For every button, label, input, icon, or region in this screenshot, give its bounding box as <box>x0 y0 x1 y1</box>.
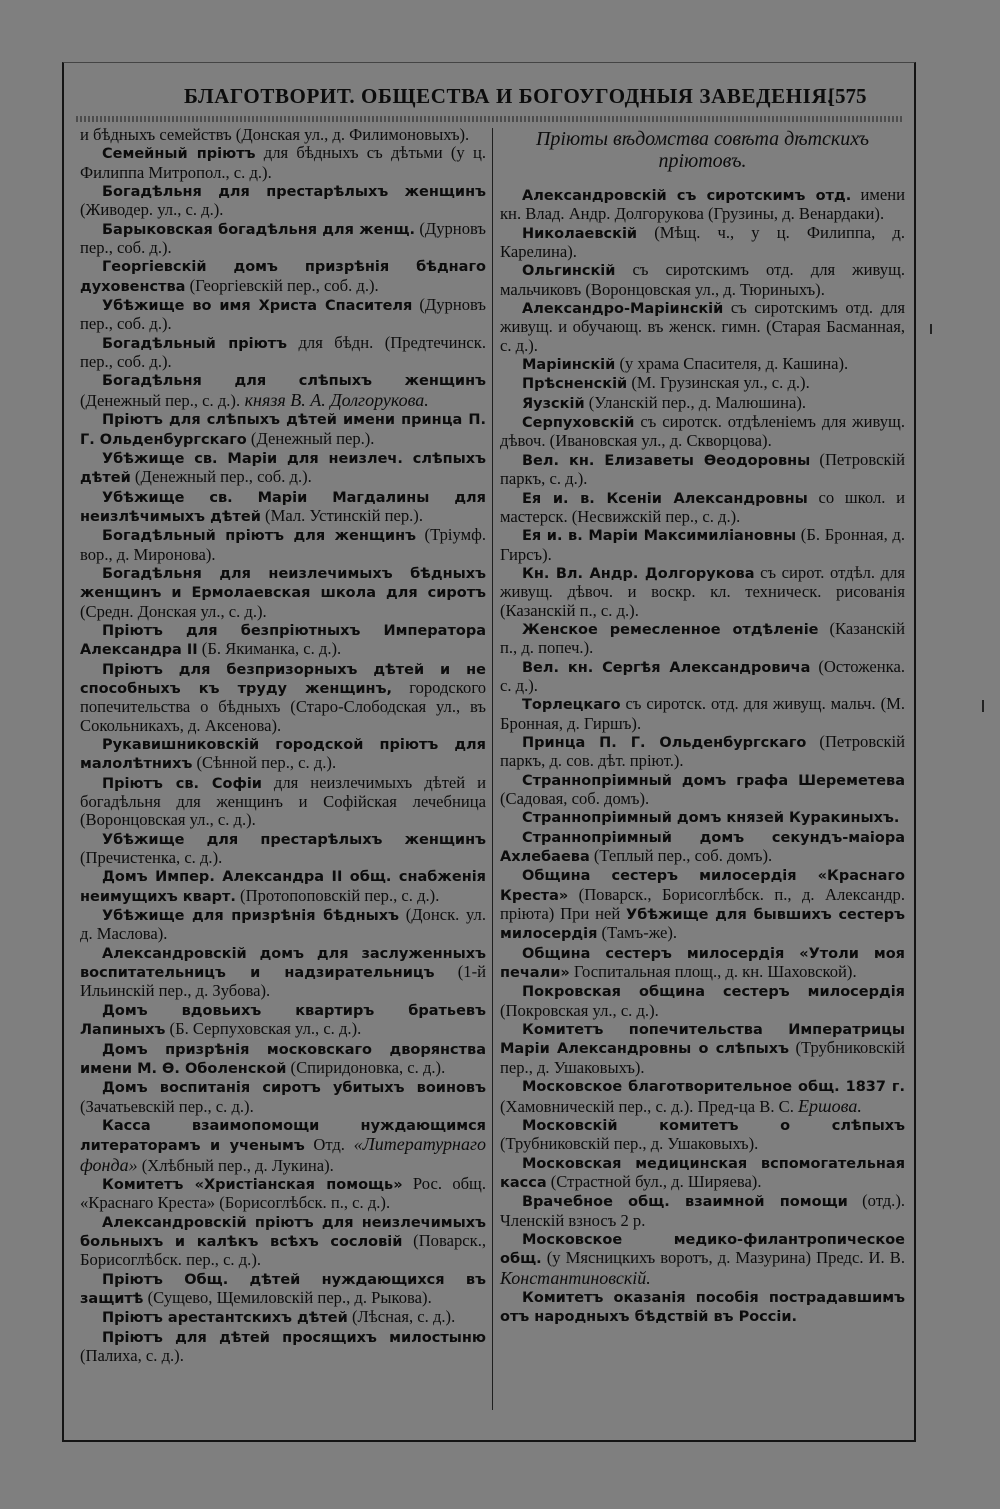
directory-entry <box>500 866 905 943</box>
entry-details: городского попечительства о бѣдныхъ (Старо-Слободская ул., въ Сокольникахъ, д. Аксенова). <box>80 677 487 735</box>
entry-details: (Тріумф. вор., д. Миронова). <box>80 525 486 564</box>
entry-details: (Тамъ-же). <box>597 923 678 943</box>
entry-details: (Денежный пер.). <box>246 428 375 448</box>
entry-details: (Хлѣбный пер., д. Лукина). <box>137 1155 334 1175</box>
entry-name: Пріютъ для дѣтей просящихъ милостыню <box>102 1329 486 1346</box>
entry-details: (Уланскій пер., д. Малюшина). <box>584 392 806 412</box>
entry-name: Московское благотворительное общ. 1837 г. <box>522 1079 905 1096</box>
directory-entry <box>500 564 905 620</box>
entry-name: Домъ Импер. Александра II общ. снабженія неимущихъ кварт. <box>80 869 486 905</box>
entry-name: Убѣжище во имя Христа Спасителя <box>102 298 413 315</box>
entry-details: (Петровскій паркъ, с. д.). <box>500 449 905 489</box>
margin-mark <box>930 324 932 334</box>
right-column-wrapper <box>500 126 905 1327</box>
entry-details: (Петровскій паркъ, д. сов. дѣт. пріют.). <box>500 731 905 771</box>
entry-details: (Средн. Донская ул., с. д.). <box>80 601 267 621</box>
entry-name: Домъ воспитанія сиротъ убитыхъ воиновъ <box>102 1080 486 1097</box>
directory-entry <box>80 1001 486 1040</box>
entry-details: (Донск. ул. д. Маслова). <box>80 905 486 944</box>
directory-entry <box>80 488 486 527</box>
directory-entry <box>80 1078 486 1116</box>
left-column <box>80 126 486 1365</box>
directory-entry <box>500 944 905 983</box>
entry-name: Богадѣльня для слѣпыхъ женщинъ <box>102 373 486 390</box>
entry-name: Московскій комитетъ о слѣпыхъ <box>522 1117 905 1134</box>
section-title: Пріюты вѣдомства совѣта дѣтскихъ пріютовъ. <box>535 128 870 172</box>
entry-details: (Садовая, соб. домъ). <box>500 789 650 808</box>
entry-details: Рос. общ. «Краснаго Креста» (Борисоглѣбск. п., с. д.). <box>80 1173 486 1213</box>
entry-name: Александровскій домъ для заслуженныхъ воспитательницъ и надзирательницъ <box>80 945 486 982</box>
entry-name: Александровскій съ сиротскимъ отд. <box>522 188 852 204</box>
directory-entry <box>80 1175 486 1213</box>
entry-name: Страннопріимный домъ графа Шереметева <box>522 772 905 789</box>
directory-entry <box>80 410 486 449</box>
entry-details: съ сирот. отдѣл. для живущ. дѣвоч. и воскр. кл. техническ. рисованія (Казанскій п., с. д.). <box>500 562 905 620</box>
entry-name: Страннопріимный домъ князей Куракиныхъ. <box>522 810 900 827</box>
entry-details: (Поварск., Борисоглѣбск. п., д. Александр. пріюта) При ней <box>500 884 905 924</box>
entry-italic: князя В. А. Долгорукова. <box>240 389 429 410</box>
directory-entry <box>500 620 905 658</box>
entry-details: (Палиха, с. д.). <box>80 1346 184 1365</box>
entry-details: (Сѣнной пер., с. д.). <box>192 753 337 773</box>
entry-name: Торлецкаго <box>522 697 621 714</box>
entry-name: Московская медицинская вспомогательная касса <box>500 1155 905 1191</box>
entry-name: Богадѣльный пріютъ для женщинъ <box>102 528 416 545</box>
entry-name: Маріинскій <box>522 357 616 374</box>
directory-entry <box>80 526 486 564</box>
directory-entry <box>80 1308 486 1327</box>
entry-name: Рукавишниковскій городской пріютъ для малолѣтнихъ <box>80 737 486 773</box>
directory-entry <box>500 413 905 451</box>
entry-details: для неизлечимыхъ дѣтей и богадѣльня для женщинъ и Софійская лечебница (Воронцовская ул., с. д.). <box>80 772 486 830</box>
entry-details: (Б. Бронная, д. Гирсъ). <box>500 525 906 564</box>
entry-details: (Денежный пер., соб. д.). <box>130 467 312 487</box>
right-column <box>500 186 905 1327</box>
entry-details: (Покровская ул., с. д.). <box>500 1000 659 1020</box>
entry-details: (Казанскій п., д. попеч.). <box>500 618 905 658</box>
entry-name: Александровскій пріютъ для неизлечимыхъ больныхъ и калѣкъ всѣхъ сословій <box>80 1214 486 1250</box>
entry-details: (Живодер. ул., с. д.). <box>80 200 224 220</box>
directory-entry <box>500 374 905 393</box>
entry-details: (Сущево, Щемиловскій пер., д. Рыкова). <box>143 1287 432 1307</box>
entry-name: Богадѣльный пріютъ <box>102 335 287 352</box>
column-divider <box>492 128 493 1410</box>
entry-details: (1-й Ильинскій пер., д. Зубова). <box>80 962 486 1001</box>
entry-details: съ сиротскимъ отд. для живущ. и обучающ. въ женск. гимн. (Старая Басманная, с. д.). <box>500 298 905 355</box>
entry-details: (Пречистенка, с. д.). <box>80 848 223 868</box>
entry-details: и бѣдныхъ семействъ (Донская ул., д. Филимоновыхъ). <box>80 125 470 144</box>
directory-entry <box>80 144 486 182</box>
directory-entry <box>500 828 905 867</box>
directory-entry <box>500 261 905 299</box>
directory-entry <box>80 1270 486 1309</box>
entry-name: Комитетъ оказанія пособія пострадавшимъ отъ народныхъ бѣдствій въ Россіи. <box>500 1289 905 1326</box>
directory-entry <box>500 695 905 733</box>
directory-entry <box>80 296 486 334</box>
directory-entry <box>80 182 486 220</box>
directory-entry <box>500 355 905 374</box>
entry-details: (М. Грузинская ул., с. д.). <box>627 373 810 393</box>
entry-name: Ольгинскій <box>522 263 616 280</box>
directory-entry <box>500 526 905 564</box>
directory-entry <box>500 1116 905 1154</box>
entry-name: Пріютъ для безпріютныхъ Императора Александра II <box>80 622 486 659</box>
entry-details: (Лѣсная, с. д.). <box>347 1307 456 1327</box>
entry-name: Убѣжище св. Маріи Магдалины для неизлѣчимыхъ дѣтей <box>80 489 486 525</box>
directory-entry <box>500 1020 905 1077</box>
entry-name: Московское медико-филантропическое общ. <box>500 1231 905 1268</box>
entry-name: Принца П. Г. Ольденбургскаго <box>522 734 807 751</box>
entry-name: Домъ вдовьихъ квартиръ братьевъ Лапиныхъ <box>80 1002 486 1039</box>
entry-name: Женское ремесленное отдѣленіе <box>522 621 819 638</box>
directory-entry <box>500 808 905 827</box>
entry-details: (Хамовническій пер., с. д.). Пред-ца В. С. <box>500 1096 799 1116</box>
entry-name: Богадѣльня для престарѣлыхъ женщинъ <box>102 184 486 201</box>
entry-name: Александро-Маріинскій <box>522 301 724 318</box>
entry-details: для бѣдныхъ съ дѣтьми (у ц. Филиппа Митропол., с. д.). <box>80 143 486 182</box>
entry-details: (Протопоповскій пер., с. д.). <box>235 885 440 905</box>
entry-details: (Спиридоновка, с. д.). <box>286 1057 446 1077</box>
entry-name: Вел. кн. Сергѣя Александровича <box>522 659 811 676</box>
entry-name: Пріютъ для безпризорныхъ дѣтей и не способныхъ къ труду женщинъ, <box>80 661 486 697</box>
entry-details: (Поварск., Борисоглѣбск. пер., с. д.). <box>80 1230 486 1270</box>
running-header: БЛАГОТВОРИТ. ОБЩЕСТВА И БОГОУГОДНЫЯ ЗАВЕДЕНІЯ. <box>184 84 834 108</box>
entry-details: (Страстной бул., д. Ширяева). <box>546 1171 762 1191</box>
entry-name: Община сестеръ милосердія «Краснаго Креста» <box>500 868 905 904</box>
directory-entry <box>80 735 486 774</box>
directory-entry <box>500 733 905 771</box>
entry-name: Серпуховскій <box>522 415 635 432</box>
entry-details: съ сиротск. отдѣленіемъ для живущ. дѣвоч. (Ивановская ул., д. Скворцова). <box>500 412 905 451</box>
directory-entry <box>80 867 486 906</box>
entry-details: (Мал. Устинскій пер.). <box>260 505 423 525</box>
entry-name: Убѣжище св. Маріи для неизлеч. слѣпыхъ дѣтей <box>80 450 486 487</box>
directory-entry <box>500 186 905 224</box>
entry-details: (Мѣщ. ч., у ц. Филиппа, д. Карелина). <box>500 222 905 262</box>
directory-entry <box>80 1040 486 1079</box>
directory-entry <box>500 982 905 1020</box>
entry-details: съ сиротскимъ отд. для живущ. мальчиковъ (Воронцовская ул., д. Тюриныхъ). <box>500 260 905 299</box>
directory-entry <box>80 220 486 258</box>
page-number: [575 <box>828 84 867 108</box>
entry-details: Госпитальная площ., д. кн. Шаховской). <box>569 962 857 982</box>
entry-name: Убѣжище для престарѣлыхъ женщинъ <box>102 831 486 848</box>
entry-details: (у Мясницкихъ воротъ, д. Мазурина) Предс. И. В. <box>541 1248 905 1268</box>
entry-name: Убѣжище для бывшихъ сестеръ милосердія <box>500 907 905 943</box>
directory-entry <box>500 1230 905 1288</box>
directory-entry <box>500 1077 905 1116</box>
directory-entry <box>80 257 486 296</box>
entry-name: Убѣжище для призрѣнія бѣдныхъ <box>102 908 400 925</box>
entry-details: (Георгіевскій пер., соб. д.). <box>185 275 379 295</box>
entry-name: Барыковская богадѣльня для женщ. <box>102 221 416 238</box>
directory-entry <box>80 126 486 144</box>
entry-details: со школ. и мастерск. (Несвижскій пер., с. д.). <box>500 487 906 526</box>
directory-entry <box>80 621 486 660</box>
entry-italic: Константиновскій. <box>500 1267 651 1288</box>
directory-entry <box>80 1116 486 1175</box>
entry-details: для бѣдн. (Предтечинск. пер., соб. д.). <box>80 332 486 372</box>
entry-details: съ сиротск. отд. для живущ. мальч. (М. Бронная, д. Гиршъ). <box>500 694 905 733</box>
directory-entry <box>500 771 905 809</box>
entry-italic: «Литературнаго фонда» <box>80 1134 486 1175</box>
directory-entry <box>80 906 486 944</box>
directory-entry <box>80 1328 486 1366</box>
directory-entry <box>500 1288 905 1327</box>
entry-name: Община сестеръ милосердія «Утоли моя печали» <box>500 945 905 982</box>
header-rule <box>76 116 902 122</box>
entry-name: Покровская община сестеръ милосердія <box>522 984 905 1001</box>
entry-details: (Теплый пер., соб. домъ). <box>589 846 773 866</box>
directory-entry <box>500 394 905 413</box>
entry-details: Отд. <box>304 1135 354 1155</box>
entry-name: Георгіевскій домъ призрѣнія бѣднаго духовенства <box>80 259 486 295</box>
directory-entry <box>500 451 905 489</box>
directory-entry <box>80 660 486 735</box>
entry-name: Страннопріимный домъ секундъ-маіора Ахлебаева <box>500 829 905 866</box>
entry-details: имени кн. Влад. Андр. Долгорукова (Грузины, д. Венардаки). <box>500 185 905 224</box>
entry-italic: Ершова. <box>798 1095 862 1116</box>
margin-mark <box>982 700 984 712</box>
entry-details: (Б. Серпуховская ул., с. д.). <box>165 1019 362 1039</box>
entry-name: Ея и. в. Маріи Максимиліановны <box>522 528 797 545</box>
entry-details: (Дурновъ пер., соб. д.). <box>80 295 486 334</box>
directory-entry <box>80 830 486 868</box>
entry-name: Домъ призрѣнія московскаго дворянства имени М. Ѳ. Оболенской <box>80 1041 486 1077</box>
directory-entry <box>500 299 905 355</box>
entry-name: Богадѣльня для неизлечимыхъ бѣдныхъ женщинъ и Ермолаевская школа для сиротъ <box>80 565 486 602</box>
entry-details: (Б. Якиманка, с. д.). <box>197 639 342 659</box>
entry-name: Комитетъ попечительства Императрицы Маріи Александровны о слѣпыхъ <box>500 1022 905 1058</box>
directory-entry <box>500 658 905 696</box>
directory-entry <box>80 774 486 830</box>
directory-entry <box>80 1213 486 1270</box>
directory-entry <box>500 489 905 527</box>
entry-name: Пріютъ для слѣпыхъ дѣтей имени принца П. Г. Ольденбургскаго <box>80 412 486 448</box>
directory-entry <box>80 944 486 1001</box>
entry-name: Пріютъ св. Софіи <box>102 775 262 792</box>
directory-entry <box>80 564 486 621</box>
entry-details: (Трубниковскій пер., д. Ушаковыхъ). <box>500 1038 905 1077</box>
entry-name: Прѣсненскій <box>522 376 628 393</box>
entry-name: Яузскій <box>522 395 585 412</box>
entry-name: Вел. кн. Елизаветы Ѳеодоровны <box>522 452 811 469</box>
directory-entry <box>500 1154 905 1193</box>
entry-name: Семейный пріютъ <box>102 146 256 163</box>
entry-name: Касса взаимопомощи нуждающимся литераторамъ и ученымъ <box>80 1117 486 1155</box>
entry-details: (у храма Спасителя, д. Кашина). <box>615 354 849 374</box>
entry-name: Комитетъ «Христіанская помощь» <box>102 1176 403 1193</box>
entry-details: (Остоженка. с. д.). <box>500 656 905 695</box>
entry-details: (Трубниковскій пер., д. Ушаковыхъ). <box>500 1134 759 1154</box>
entry-name: Кн. Вл. Андр. Долгорукова <box>522 565 755 582</box>
entry-details: (Зачатьевскій пер., с. д.). <box>80 1096 254 1116</box>
entry-name: Николаевскій <box>522 225 638 242</box>
directory-entry <box>500 1192 905 1230</box>
directory-entry <box>500 224 905 262</box>
entry-details: (отд.). Членскій взносъ 2 р. <box>500 1191 905 1230</box>
directory-entry <box>80 334 486 372</box>
directory-entry <box>80 449 486 488</box>
entry-name: Пріютъ арестантскихъ дѣтей <box>102 1310 348 1327</box>
entry-name: Ея и. в. Ксеніи Александровны <box>522 490 808 507</box>
entry-name: Врачебное общ. взаимной помощи <box>522 1194 848 1211</box>
entry-details: (Дурновъ пер., соб. д.). <box>80 218 486 258</box>
entry-name: Пріютъ Общ. дѣтей нуждающихся въ защитѣ <box>80 1271 486 1307</box>
entry-details: (Денежный пер., с. д.). <box>80 390 241 410</box>
directory-entry <box>80 371 486 410</box>
